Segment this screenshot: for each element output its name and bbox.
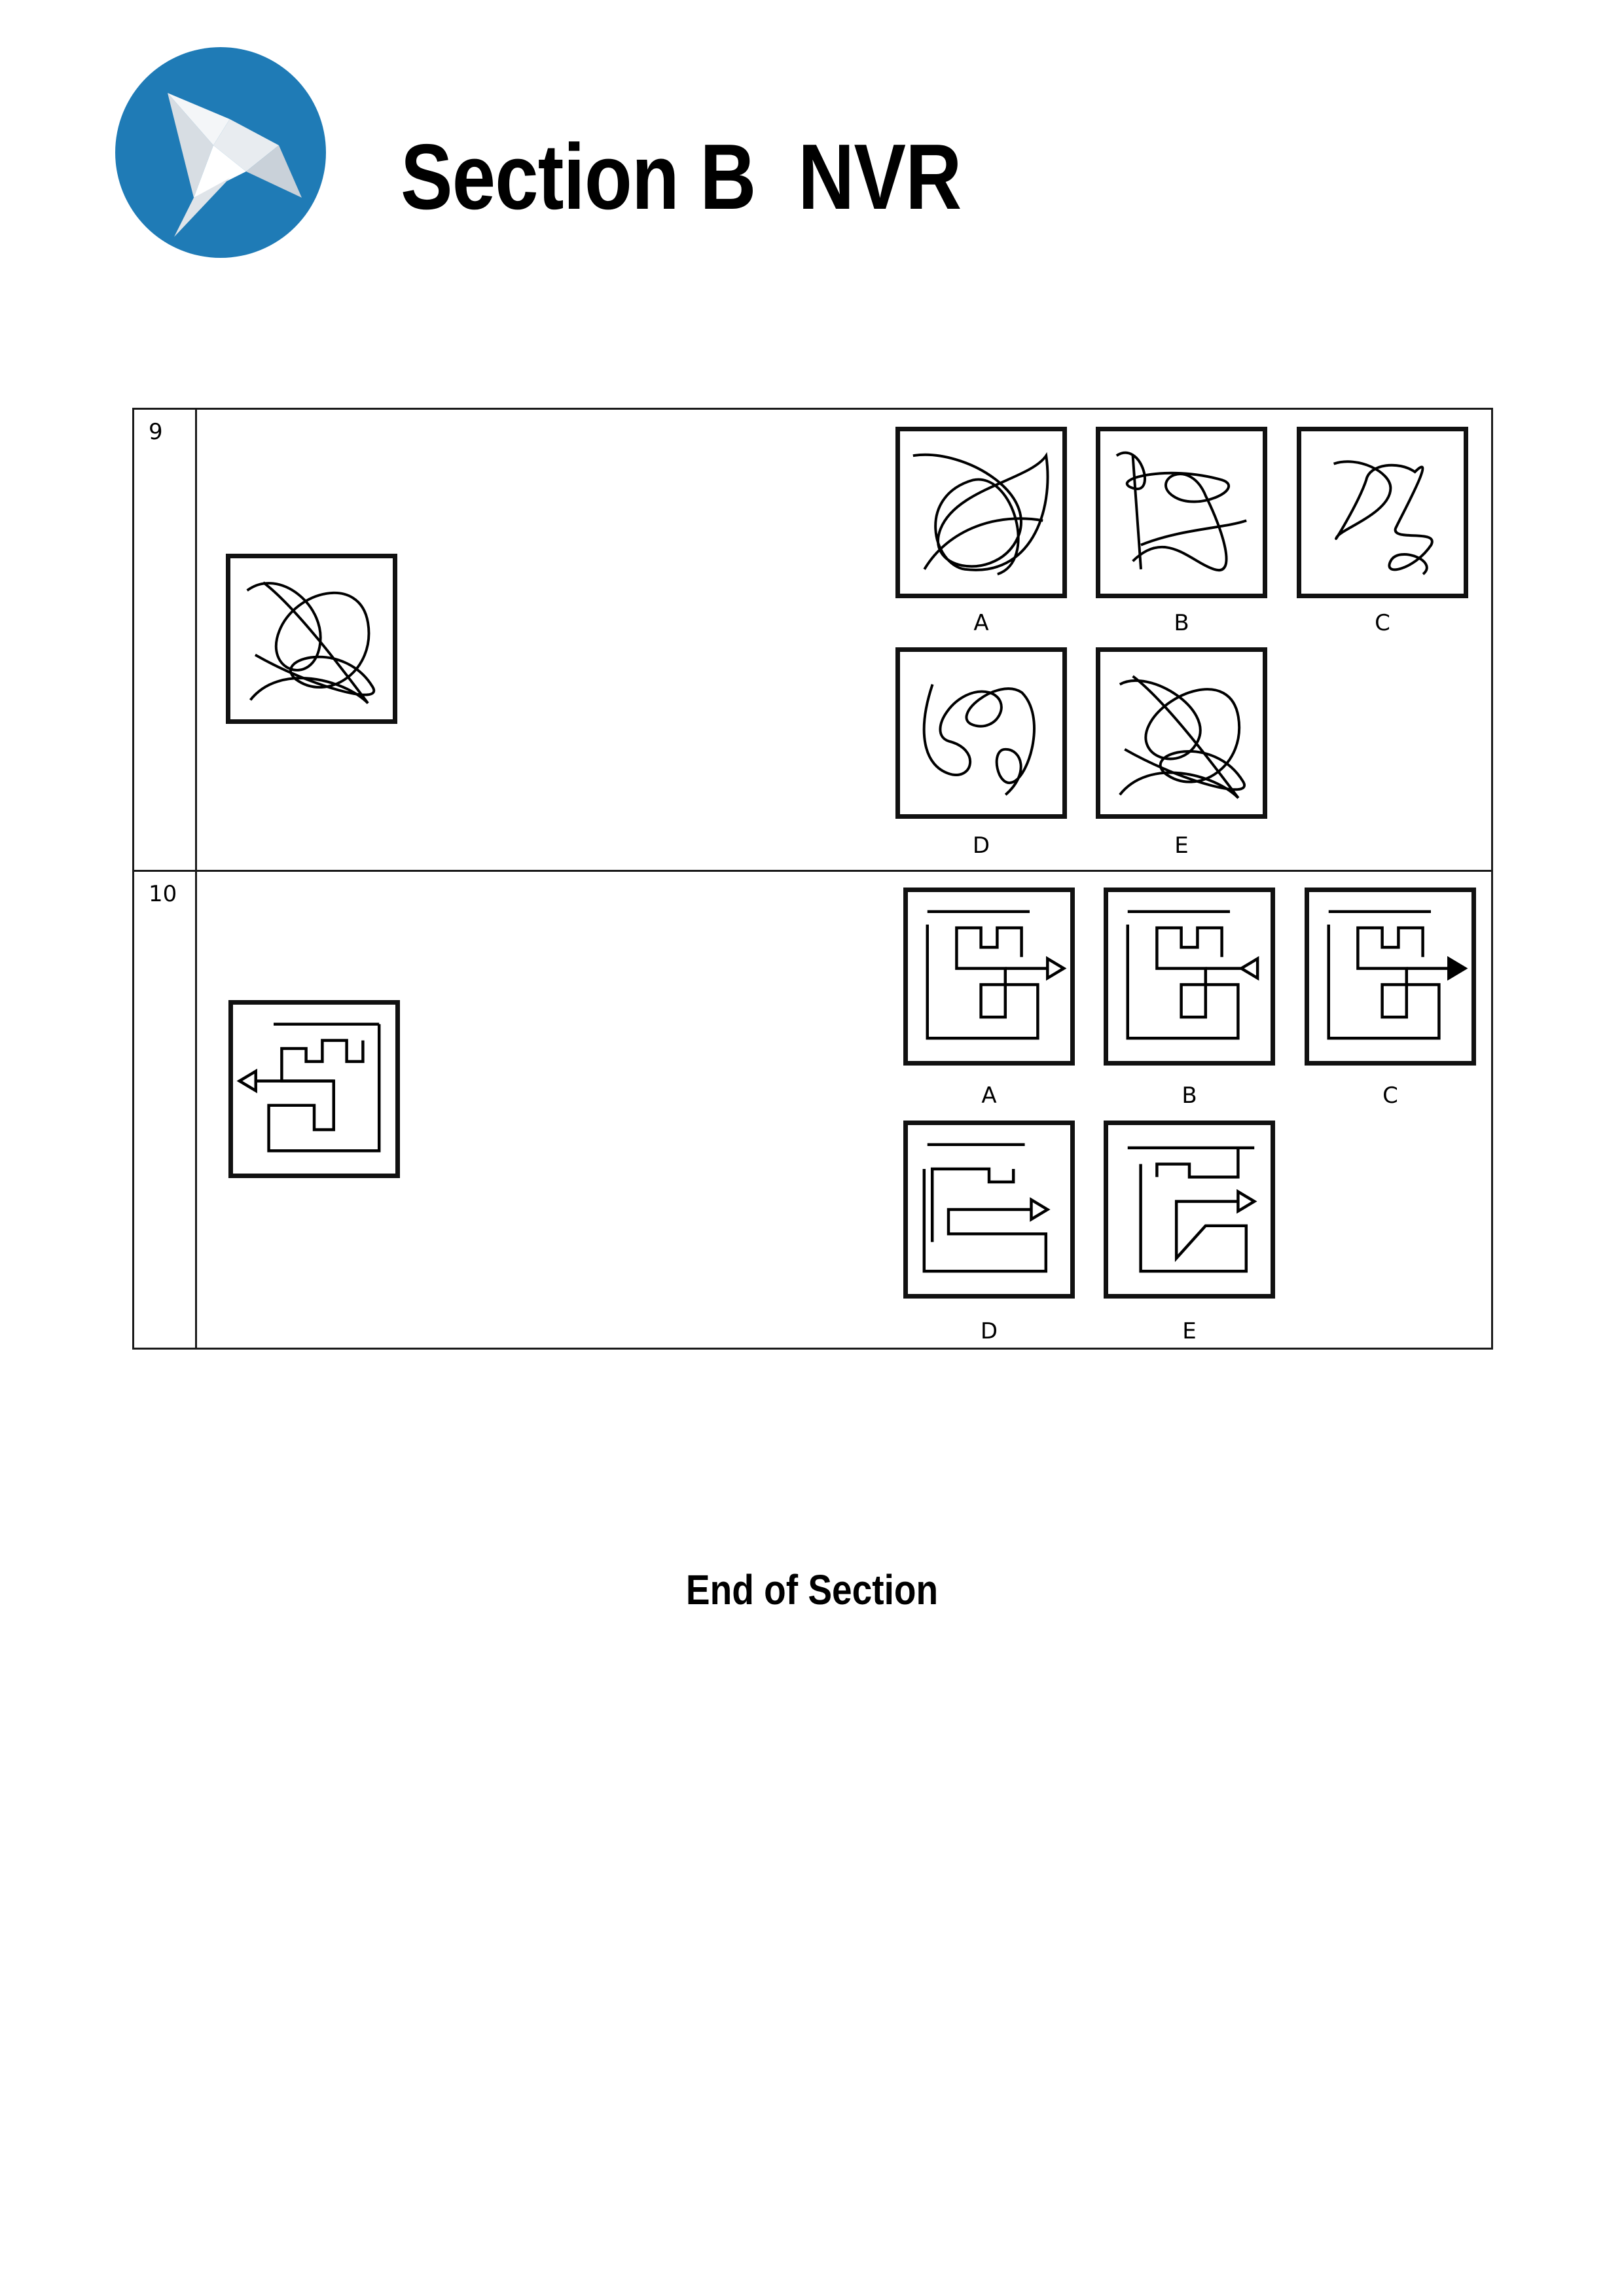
tangled-line-icon — [226, 554, 397, 724]
option-label: A — [981, 1083, 997, 1109]
question-number-cell — [134, 872, 197, 1348]
option-a-figure[interactable] — [903, 888, 1075, 1066]
question-number: 10 — [149, 881, 177, 907]
origami-bird-icon — [115, 47, 326, 258]
option-e-figure[interactable] — [1096, 647, 1267, 819]
option-label: D — [972, 833, 990, 859]
option-label: E — [1174, 833, 1189, 859]
option-d-figure[interactable] — [895, 647, 1067, 819]
option-label: B — [1174, 610, 1189, 636]
option-label: D — [980, 1318, 998, 1344]
question-number-cell — [134, 410, 197, 870]
question-number: 9 — [149, 419, 163, 445]
option-label: E — [1182, 1318, 1197, 1344]
option-label: C — [1375, 610, 1390, 636]
question-table — [132, 408, 1493, 1350]
option-label: B — [1182, 1083, 1197, 1109]
end-of-section-text: End of Section — [685, 1566, 939, 1613]
option-d-figure[interactable] — [903, 1121, 1075, 1299]
option-c-figure[interactable] — [1297, 427, 1468, 598]
option-c-figure[interactable] — [1305, 888, 1476, 1066]
option-e-figure[interactable] — [1104, 1121, 1275, 1299]
question-row-10 — [134, 872, 1491, 1348]
option-b-figure[interactable] — [1096, 427, 1267, 598]
page-title: Section B NVR — [401, 125, 962, 229]
maze-arrow-icon — [228, 1000, 400, 1178]
option-label: C — [1382, 1083, 1398, 1109]
option-a-figure[interactable] — [895, 427, 1067, 598]
option-b-figure[interactable] — [1104, 888, 1275, 1066]
option-label: A — [973, 610, 989, 636]
question-row-9 — [134, 410, 1491, 872]
